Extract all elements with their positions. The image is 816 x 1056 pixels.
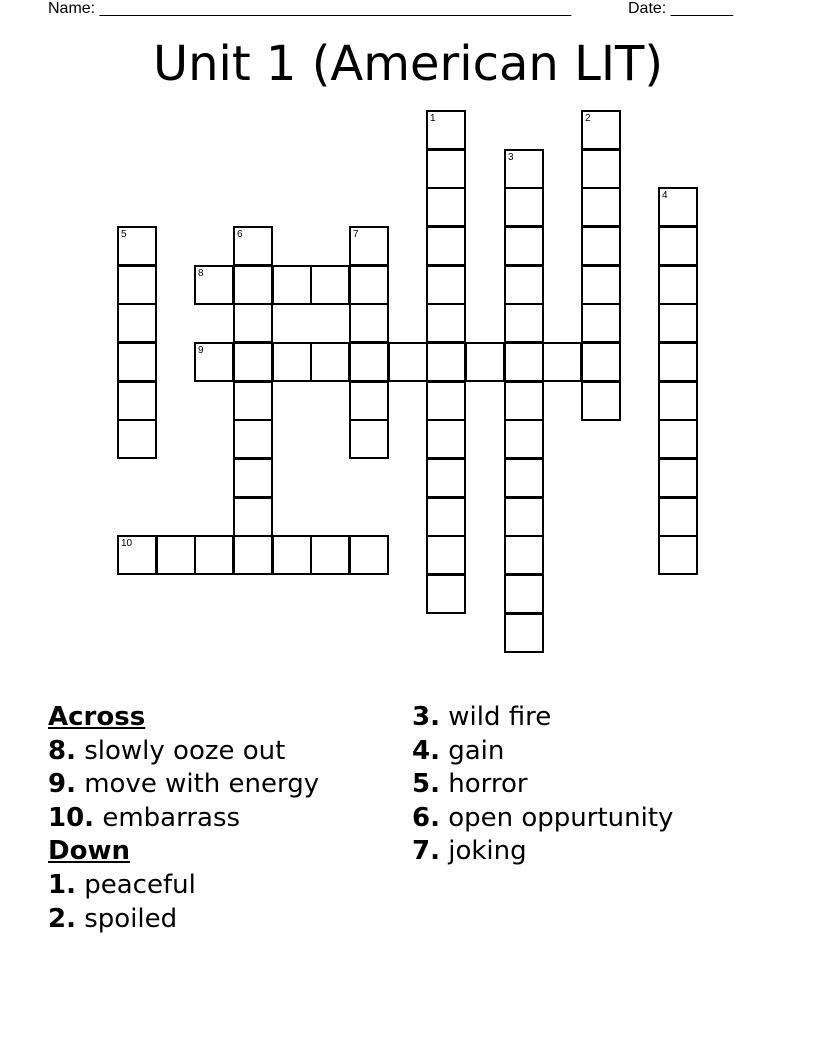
grid-cell[interactable] (388, 342, 428, 382)
grid-cell[interactable] (504, 535, 544, 575)
grid-cell[interactable] (349, 342, 389, 382)
grid-cell[interactable] (233, 342, 273, 382)
grid-cell[interactable] (233, 381, 273, 421)
clue-number: 1. (48, 869, 76, 900)
clue-number-label: 5 (121, 229, 127, 240)
clue-item (48, 768, 319, 802)
grid-cell[interactable] (581, 149, 621, 189)
grid-cell[interactable] (233, 226, 273, 266)
page-title: Unit 1 (American LIT) (152, 36, 664, 92)
grid-cell[interactable] (194, 265, 234, 305)
clue-number: 6. (412, 802, 440, 833)
clue-item (412, 835, 673, 869)
clue-item (48, 802, 319, 836)
clue-heading (48, 835, 319, 869)
clue-number: 8. (48, 735, 76, 766)
grid-cell[interactable] (504, 187, 544, 227)
clue-item (48, 869, 319, 903)
grid-cell[interactable] (465, 342, 505, 382)
grid-cell[interactable] (504, 265, 544, 305)
grid-cell[interactable] (542, 342, 582, 382)
grid-cell[interactable] (426, 265, 466, 305)
clues-right-column (412, 701, 673, 869)
grid-cell[interactable] (504, 342, 544, 382)
grid-cell[interactable] (117, 265, 157, 305)
grid-cell[interactable] (426, 342, 466, 382)
grid-cell[interactable] (658, 458, 698, 498)
grid-cell[interactable] (658, 535, 698, 575)
grid-cell[interactable] (504, 149, 544, 189)
grid-cell[interactable] (233, 303, 273, 343)
grid-cell[interactable] (310, 265, 350, 305)
clue-number-label: 8 (198, 268, 204, 279)
date-field: Date: _______ (628, 0, 733, 17)
grid-cell[interactable] (658, 187, 698, 227)
grid-cell[interactable] (581, 226, 621, 266)
grid-cell[interactable] (426, 535, 466, 575)
grid-cell[interactable] (233, 535, 273, 575)
name-field: Name: _____________________________________________________ (48, 0, 572, 17)
clue-number: 3. (412, 702, 440, 732)
grid-cell[interactable] (194, 535, 234, 575)
grid-cell[interactable] (658, 265, 698, 305)
grid-cell[interactable] (426, 149, 466, 189)
grid-cell[interactable] (504, 574, 544, 614)
grid-cell[interactable] (658, 226, 698, 266)
grid-cell[interactable] (504, 381, 544, 421)
grid-cell[interactable] (581, 110, 621, 150)
clue-number: 4. (412, 735, 440, 766)
grid-cell[interactable] (310, 535, 350, 575)
clue-number-label: 6 (237, 229, 243, 240)
grid-cell[interactable] (426, 458, 466, 498)
clue-number: 5. (412, 769, 440, 800)
grid-cell[interactable] (504, 303, 544, 343)
grid-cell[interactable] (426, 419, 466, 459)
clue-text: wild fire (439, 702, 552, 732)
grid-cell[interactable] (658, 342, 698, 382)
grid-cell[interactable] (349, 381, 389, 421)
grid-cell[interactable] (426, 303, 466, 343)
clue-number-label: 10 (121, 538, 133, 549)
grid-cell[interactable] (117, 226, 157, 266)
grid-cell[interactable] (310, 342, 350, 382)
grid-cell[interactable] (504, 226, 544, 266)
clue-text: open oppurtunity (439, 802, 674, 833)
clue-number: 7. (412, 836, 440, 867)
grid-cell[interactable] (658, 497, 698, 537)
grid-cell[interactable] (426, 226, 466, 266)
clue-item (412, 802, 673, 836)
grid-cell[interactable] (581, 303, 621, 343)
grid-cell[interactable] (349, 419, 389, 459)
grid-cell[interactable] (504, 613, 544, 653)
grid-cell[interactable] (233, 458, 273, 498)
grid-cell[interactable] (272, 535, 312, 575)
grid-cell[interactable] (426, 187, 466, 227)
grid-cell[interactable] (117, 342, 157, 382)
clue-text: embarrass (94, 802, 241, 833)
clue-text: gain (439, 735, 505, 766)
grid-cell[interactable] (581, 342, 621, 382)
grid-cell[interactable] (658, 303, 698, 343)
clue-text: spoiled (75, 903, 178, 934)
clue-item (48, 735, 319, 769)
clue-item (412, 768, 673, 802)
grid-cell[interactable] (426, 381, 466, 421)
clue-heading-label: Across (48, 702, 146, 732)
clue-text: horror (439, 769, 528, 800)
grid-cell[interactable] (349, 535, 389, 575)
grid-cell[interactable] (658, 381, 698, 421)
clue-number-label: 2 (585, 113, 591, 124)
grid-cell[interactable] (504, 458, 544, 498)
grid-cell[interactable] (349, 265, 389, 305)
clue-number-label: 9 (198, 345, 204, 356)
grid-cell[interactable] (426, 497, 466, 537)
clue-number: 10. (48, 802, 95, 833)
grid-cell[interactable] (117, 535, 157, 575)
grid-cell[interactable] (117, 381, 157, 421)
clue-heading (48, 701, 319, 735)
clue-number-label: 3 (508, 152, 514, 163)
clue-item (412, 701, 673, 735)
grid-cell[interactable] (426, 110, 466, 150)
grid-cell[interactable] (426, 574, 466, 614)
grid-cell[interactable] (581, 265, 621, 305)
clue-number-label: 1 (430, 113, 436, 124)
clue-item (48, 903, 319, 937)
clue-number-label: 4 (662, 190, 668, 201)
grid-cell[interactable] (504, 419, 544, 459)
grid-cell[interactable] (349, 226, 389, 266)
grid-cell[interactable] (156, 535, 196, 575)
grid-cell[interactable] (194, 342, 234, 382)
clue-item (412, 735, 673, 769)
clue-heading-label: Down (48, 836, 130, 867)
clue-number-label: 7 (353, 229, 359, 240)
clues-left-column (48, 701, 319, 936)
clue-text: joking (439, 836, 527, 867)
clue-number: 2. (48, 903, 76, 934)
clue-text: move with energy (75, 769, 320, 800)
grid-cell[interactable] (233, 419, 273, 459)
clue-text: slowly ooze out (75, 735, 286, 766)
clue-text: peaceful (75, 869, 196, 900)
grid-cell[interactable] (272, 265, 312, 305)
grid-cell[interactable] (272, 342, 312, 382)
grid-cell[interactable] (117, 303, 157, 343)
grid-cell[interactable] (504, 497, 544, 537)
grid-cell[interactable] (581, 187, 621, 227)
grid-cell[interactable] (233, 497, 273, 537)
clue-number: 9. (48, 769, 76, 800)
grid-cell[interactable] (581, 381, 621, 421)
grid-cell[interactable] (349, 303, 389, 343)
grid-cell[interactable] (658, 419, 698, 459)
grid-cell[interactable] (117, 419, 157, 459)
grid-cell[interactable] (233, 265, 273, 305)
